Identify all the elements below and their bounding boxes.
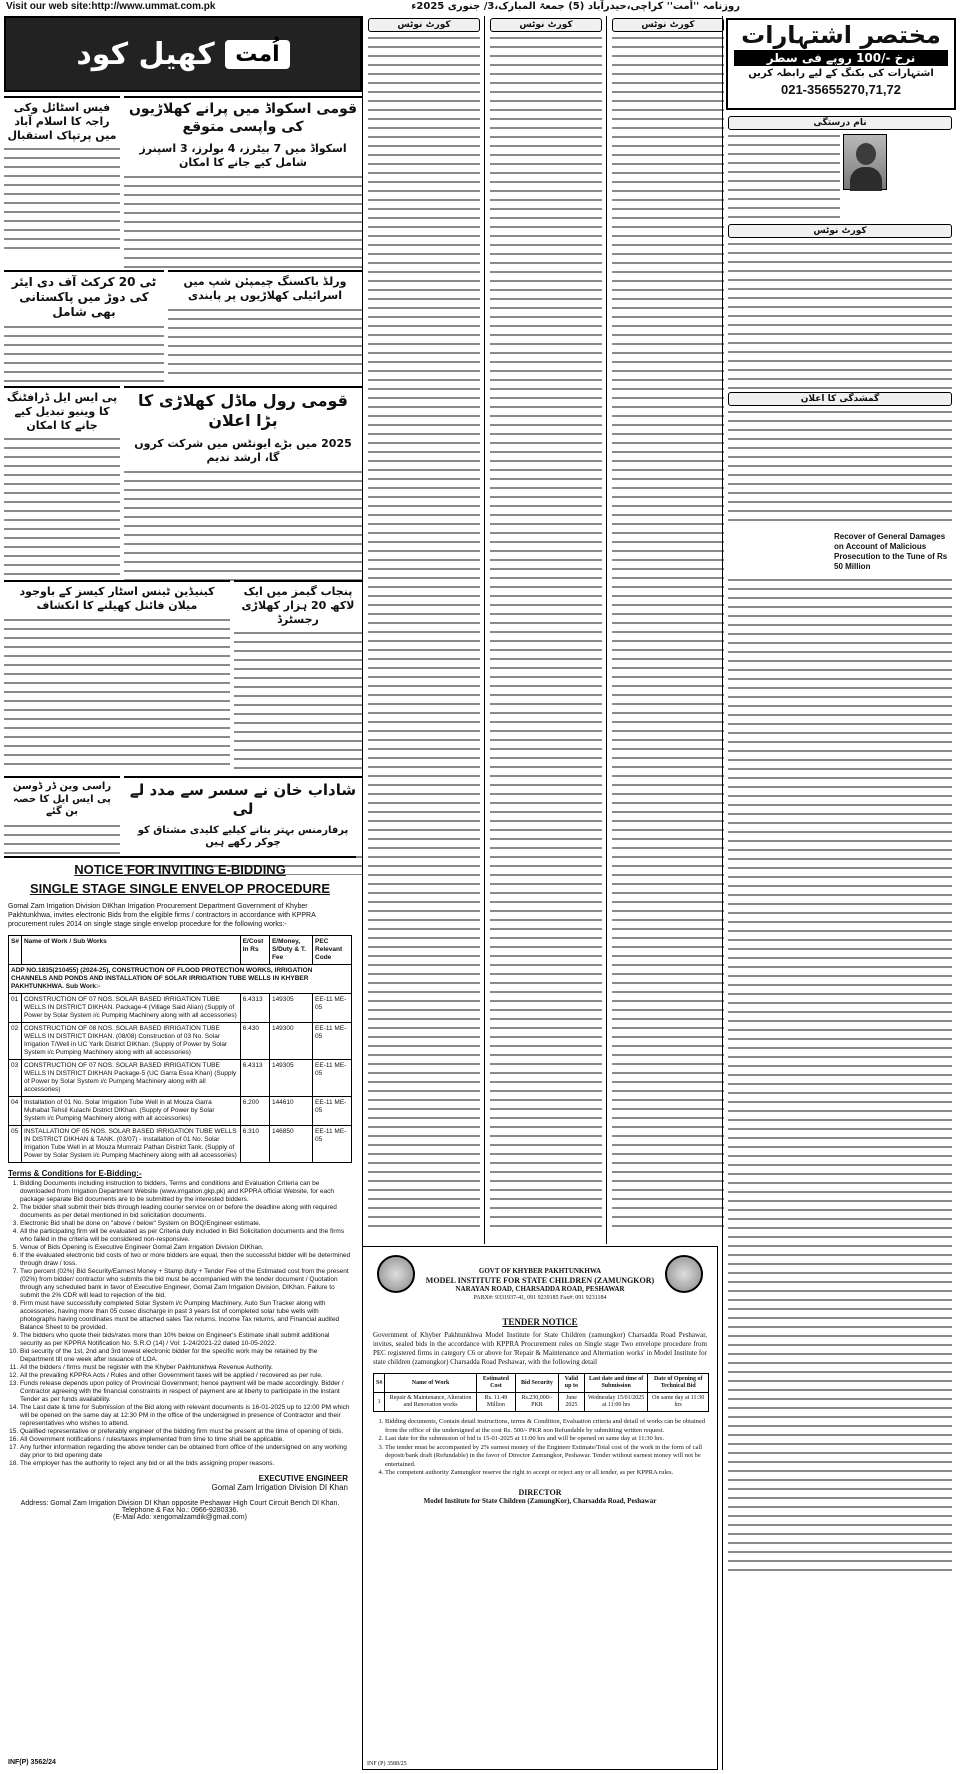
- cell-cost: 6.310: [240, 1126, 269, 1163]
- court-notice-column: [364, 16, 484, 1244]
- list-item: 12. All the prevailing KPPRA Acts / Rules and other Government taxes will be applied / recovered as per rule.: [20, 1372, 352, 1380]
- headline: قومی رول ماڈل کھلاڑی کا بڑا اعلان: [137, 391, 349, 430]
- news-item: [4, 270, 164, 382]
- table-row: [9, 1023, 352, 1060]
- headline: قومی اسکواڈ میں پرانے کھلاڑیوں کی واپسی متوقع: [128, 101, 358, 135]
- cell-sno: 01: [9, 994, 22, 1023]
- notice-heading: کورٹ نوٹس: [728, 224, 952, 238]
- institute-phone: PABX#: 9331937-41, 091 9239185 Fax#: 091 9231184: [473, 1295, 607, 1301]
- col-header: Valid up to: [558, 1374, 584, 1393]
- list-item: 3. The tender must be accompanied by 2% earnest money of the Engineer Estimate/Total cost of the work in the form of call deposit/bank draft (Refundable) in the favor of Director Zamungkor, Peshawar. Tender without earnest money will not be entertained.: [385, 1444, 707, 1470]
- list-item: 13. Funds release depends upon policy of Provincial Government; hence payment will be made accordingly. Bidder / Contractor agreeing with the financial constraints in respect of payment are at liberty to participate in the instant Tender as per funds availability.: [20, 1380, 352, 1404]
- list-item: 1. Bidding documents, Contain detail instructions, terms & Condition, Evaluation criteria and detail of works can be obtained from the office of the undersigned at the cost Rs. 500/- PKR non Refundable by submitting written request.: [385, 1418, 707, 1435]
- news-item: [4, 96, 120, 266]
- notice-heading: کورٹ نوٹس: [612, 18, 724, 32]
- tender2-table: [373, 1373, 709, 1412]
- cell-work: CONSTRUCTION OF 07 NOS. SOLAR BASED IRRIGATION TUBE WELLS IN DISTRICT DIKHAN Package-5 (UC Garra Essa Khan) (Supply of Power by Solar System i/c Pumping Machinery along with all accessories): [21, 1060, 240, 1097]
- col-header: Name of Work: [385, 1374, 476, 1393]
- email[interactable]: (E-Mail Ado: xengomalzamdik@gmail.com): [113, 1514, 247, 1521]
- cell: 1: [374, 1393, 385, 1412]
- list-item: 10. Bid security of the 1st, 2nd and 3rd lowest electronic bidder for the specific work may be retained by the Department till one week after issuance of LOA.: [20, 1348, 352, 1364]
- list-item: 14. The Last date & time for Submission of the Bid along with relevant documents is 16-01-2025 up to 12:00 PM which will be opened on the same day at 12:30 PM in the office of the undersigned in presence of Contractor and their representatives who wishes to attend.: [20, 1404, 352, 1428]
- list-item: 9. The bidders who quote their bids/rates more than 10% below on Engineer's Estimate shall submit additional security as per KPPRA Notification No. S.R.O (14) / Vol: 1-24/2021-22 dated 10-05-2022.: [20, 1332, 352, 1348]
- subheadline: پرفارمنس بہتر بنانے کیلیے کلیدی مشتاق کو چوکر رکھے ہیں: [137, 824, 349, 848]
- classified-rate: نرخ -/100 روپے فی سطر: [734, 50, 948, 66]
- cell-code: EE-11 ME-05: [313, 1097, 352, 1126]
- col-header: Last date and time of Submission: [584, 1374, 648, 1393]
- cell-money: 149305: [269, 994, 312, 1023]
- address: Address: Gomal Zam Irrigation Division DI Khan opposite Peshawar High Court Circuit Bench DI Khan. Telephone & Fax No.: 0966-9280336.: [20, 1500, 340, 1514]
- col-header: Name of Work / Sub Works: [21, 936, 240, 965]
- institute-address: NARAYAN ROAD, CHARSADDA ROAD, PESHAWAR: [455, 1285, 625, 1293]
- cell-work: CONSTRUCTION OF 08 NOS. SOLAR BASED IRRIGATION TUBE WELLS IN DISTRICT DIKHAN. (08/08) Construction of 03 No. Solar Irrigation T/Well in UC Yarik District DIKhan. (Supply of Power by Solar System i/c Pumping Machinery along with all accessories): [21, 1023, 240, 1060]
- column-divider: [606, 16, 607, 1244]
- headline: ٹی 20 کرکٹ آف دی ایئر کی دوڑ میں پاکستانی بھی شامل: [11, 275, 157, 319]
- model-institute-tender: [362, 1246, 718, 1770]
- news-item: [124, 96, 362, 266]
- top-bar: [0, 0, 960, 14]
- news-item: [4, 776, 120, 852]
- sports-masthead: [4, 16, 362, 92]
- list-item: 5. Venue of Bids Opening is Executive Engineer Gomal Zam Irrigation Division DIKhan.: [20, 1244, 352, 1252]
- list-item: 11. All the bidders / firms must be register with the Khyber Pakhtunkhwa Revenue Authority.: [20, 1364, 352, 1372]
- list-item: 3. Electronic Bid shall be done on "above / below" System on BOQ/Engineer estimate.: [20, 1220, 352, 1228]
- tender2-title: TENDER NOTICE: [502, 1317, 578, 1327]
- list-item: 4. All the participating firm will be evaluated as per Criteria duly included in Bid Solicitation documents and the firms who failed in the criteria will be considered non-responsive.: [20, 1228, 352, 1244]
- col-header: S#: [9, 936, 22, 965]
- headline: پی ایس ایل ڈرافٹنگ کا وینیو تبدیل کیے جانے کا امکان: [6, 391, 118, 432]
- cell-money: 144610: [269, 1097, 312, 1126]
- headline: راسی وین ڈر ڈوسن پی ایس ایل کا حصہ بن گئے: [12, 781, 112, 817]
- english-notice: Recover of General Damages on Account of Malicious Prosecution to the Tune of Rs 50 Million: [834, 532, 948, 571]
- table-row: [9, 994, 352, 1023]
- list-item: 2. The bidder shall submit their bids through leading courier service on or before the deadline along with required documents as per detail mentioned in bid solicitation documents.: [20, 1204, 352, 1220]
- col-header: E/Money, S/Duty & T. Fee: [269, 936, 312, 965]
- col-header: PEC Relevant Code: [313, 936, 352, 965]
- cell-code: EE-11 ME-05: [313, 994, 352, 1023]
- cell-cost: 6.200: [240, 1097, 269, 1126]
- col-header: Date of Opening of Technical Bid: [648, 1374, 709, 1393]
- cell: Repair & Maintenance, Alteration and Renovation works: [385, 1393, 476, 1412]
- table-row: [374, 1393, 709, 1412]
- cell-work: INSTALLATION OF 05 NOS. SOLAR BASED IRRIGATION TUBE WELLS IN DISTRICT DIKHAN & TANK. (03/07) - Installation of 01 No. Solar Irrigation Tube Well in at Mouza Mumraiz Pathan District Tank. (Supply of Power by Solar System i/c Pumping Machinery along with all accessories): [21, 1126, 240, 1163]
- masthead-logo: اُمت: [225, 40, 289, 69]
- col-header: E/Cost In Rs: [240, 936, 269, 965]
- terms-list: [20, 1180, 352, 1468]
- cell-code: EE-11 ME-05: [313, 1023, 352, 1060]
- ref-number: INF(P) 3562/24: [8, 1759, 56, 1766]
- masthead-section: کھیل کود: [76, 36, 215, 72]
- subheadline: 2025 میں بڑے ایونٹس میں شرکت کروں گا، ارشد ندیم: [134, 437, 352, 464]
- list-item: 7. Two percent (02%) Bid Security/Earnest Money + Stamp duty + Tender Fee of the Estimated cost from the present (02%) from bidder/ contractor who submits the bid must be accompanied with the tender document / Quotation through any scheduled bank in favor of Executive Engineer, Gomal Zam Irrigation Division, DIKhan. Failure to submit the 2% CDR will lead to rejection of the bid.: [20, 1268, 352, 1300]
- headline: شاداب خان نے سسر سے مدد لے لی: [129, 781, 357, 818]
- classified-booking: اشتہارات کی بکنگ کے لیے رابطہ کریں: [748, 68, 934, 79]
- cell: June 2025: [558, 1393, 584, 1412]
- table-row: [9, 1126, 352, 1163]
- cell: Wednesday 15/01/2025 at 11:00 hrs: [584, 1393, 648, 1412]
- headline: پنجاب گیمز میں ایک لاکھ 20 ہزار کھلاڑی رجسٹرڈ: [241, 585, 355, 626]
- news-item: [234, 580, 362, 772]
- cell-work: CONSTRUCTION OF 07 NOS. SOLAR BASED IRRIGATION TUBE WELLS IN DISTRICT DIKHAN. Package-4 (Village Said Alian) (Supply of Power by Solar System i/c Pumping Machinery along with all accessories): [21, 994, 240, 1023]
- institute-name: MODEL INSTITUTE FOR STATE CHILDREN (ZAMUNGKOR): [425, 1276, 655, 1285]
- notice-heading: کورٹ نوٹس: [368, 18, 480, 32]
- cell-sno: 04: [9, 1097, 22, 1126]
- cell-money: 146850: [269, 1126, 312, 1163]
- terms-title: Terms & Conditions for E-Bidding:-: [8, 1169, 142, 1178]
- classified-title: مختصر اشتہارات: [741, 21, 941, 49]
- headline: فیس اسٹائل وکی راجہ کا اسلام آباد میں پرتپاک استقبال: [7, 101, 117, 142]
- cell-cost: 6.4313: [240, 1060, 269, 1097]
- list-item: 4. The competent authority Zamungkor reserve the right to accept or reject any or all tender, as per KPPRA rules.: [385, 1469, 707, 1478]
- person-photo: [843, 134, 887, 190]
- govt-name: GOVT OF KHYBER PAKHTUNKHWA: [478, 1267, 602, 1275]
- list-item: 18. The employer has the authority to reject any bid or all the bids assigning proper reasons.: [20, 1460, 352, 1468]
- list-item: 17. Any further information regarding the above tender can be obtained from office of the undersigned on any working day prior to bid opening date: [20, 1444, 352, 1460]
- classified-ad-box: [726, 18, 956, 110]
- news-item: [4, 580, 230, 772]
- cell-money: 149300: [269, 1023, 312, 1060]
- headline: ورلڈ باکسنگ چیمپئن شپ میں اسرائیلی کھلاڑیوں پر پابندی: [183, 275, 347, 302]
- col-header: S#: [374, 1374, 385, 1393]
- notice-heading: کورٹ نوٹس: [490, 18, 602, 32]
- list-item: 2. Last date for the submission of bid is 15-01-2025 at 11:00 hrs and will be opened on same day at 11:30 hrs.: [385, 1435, 707, 1444]
- column-divider: [722, 16, 723, 1770]
- col-header: Estimated Cost: [476, 1374, 515, 1393]
- tender-subtitle: SINGLE STAGE SINGLE ENVELOP PROCEDURE: [29, 881, 330, 896]
- news-item: [124, 776, 362, 852]
- list-item: 8. Firm must have successfully completed Solar System i/c Pumping Machinery, Auto Sun Tracker along with accessories, having more than 05 cusec discharge in past 3 years list of completed solar tube wells with photographs having coordinates must be attached sales Tax returns, Income Tax returns, and Financial audited Balance Sheet to be provided.: [20, 1300, 352, 1332]
- tender-table: [8, 935, 352, 1163]
- cell: Rs. 11.49 Million: [476, 1393, 515, 1412]
- cell-cost: 6.4313: [240, 994, 269, 1023]
- list-item: 16. All Government notifications / rules/taxes implemented from time to time shall be applicable.: [20, 1436, 352, 1444]
- director-office: Model Institute for State Children (ZamungKor), Charsadda Road, Peshawar: [423, 1496, 657, 1505]
- column-divider: [484, 16, 485, 1244]
- list-item: 15. Qualified representative or preferably engineer of the bidding firm must be present at the time of opening of bids.: [20, 1428, 352, 1436]
- news-item: [168, 270, 362, 382]
- table-row: [9, 1060, 352, 1097]
- cell-sno: 02: [9, 1023, 22, 1060]
- tender-title: NOTICE FOR INVITING E-BIDDING: [74, 862, 286, 877]
- cell-cost: 6.430: [240, 1023, 269, 1060]
- cell-code: EE-11 ME-05: [313, 1126, 352, 1163]
- signature-office: Gomal Zam Irrigation Division DI Khan: [211, 1483, 348, 1492]
- notice-heading: نام درستگی: [728, 116, 952, 130]
- cell: Rs.230,000/- PKR: [516, 1393, 559, 1412]
- news-item: [124, 386, 362, 576]
- headline: کینیڈین ٹینس اسٹار کیسز کے باوجود میلان فائنل کھیلنے کا انکشاف: [19, 585, 215, 612]
- cell-sno: 03: [9, 1060, 22, 1097]
- adp-row: ADP NO.1835(210455) (2024-25), CONSTRUCTION OF FLOOD PROTECTION WORKS, IRRIGATION CHANNELS AND PONDS AND INSTALLATION OF SOLAR IRRIGATION TUBE WELLS IN KHYBER PAKHTUNKHWA. Sub Work:-: [9, 965, 352, 994]
- news-item: [4, 386, 120, 576]
- signature: EXECUTIVE ENGINEER: [258, 1474, 348, 1483]
- col-header: Bid Security: [516, 1374, 559, 1393]
- e-bidding-tender-notice: [4, 856, 356, 1768]
- dateline: روزنامہ ''اُمت'' کراچی،حیدرآباد (5) جمعۃ المبارک،3/ جنوری 2025ء: [411, 1, 740, 12]
- institute-logo-icon: [665, 1255, 703, 1293]
- govt-seal-icon: [377, 1255, 415, 1293]
- cell-work: Installation of 01 No. Solar Irrigation Tube Well in at Mouza Garra Muhabat Tehsil Kulachi District DIKhan. (Supply of Power by Solar System i/c Pumping Machinery along with all accessories): [21, 1097, 240, 1126]
- classifieds-column: [724, 114, 956, 1770]
- court-notice-column: [608, 16, 728, 1244]
- list-item: 1. Bidding Documents including instruction to bidders, Terms and conditions and Evaluation Criteria can be downloaded from Irrigation Department Website (www.irrigation.gkp.pk) and KPPRA official Website, for each package separate Bid documents are to be submitted by the interested bidders.: [20, 1180, 352, 1204]
- ref-number: INF (P) 3588/25: [367, 1761, 407, 1767]
- director-title: DIRECTOR: [518, 1487, 562, 1497]
- cell-money: 149305: [269, 1060, 312, 1097]
- cell: On same day at 11:30 hrs: [648, 1393, 709, 1412]
- table-row: [9, 1097, 352, 1126]
- tender2-points: [385, 1418, 707, 1478]
- subheadline: اسکواڈ میں 7 بیٹرز، 4 بولرز، 3 اسپنرز شامل کیے جانے کا امکان: [139, 142, 347, 169]
- cell-code: EE-11 ME-05: [313, 1060, 352, 1097]
- website-url[interactable]: Visit our web site:http://www.ummat.com.pk: [6, 1, 216, 12]
- tender2-intro: Government of Khyber Pakhtunkhwa Model Institute for State Children (zamungkor) Charsadda Road Peshawar, invites, sealed bids in the accordance with KPPRA Procurement rules on Single stage Two envelope procedure from PEC registered firms in category C6 or above for 'Repair & Maintenance and Alternation works' in Model Institute for state children (zamungkor) Charsadda Road Peshawar, with the following detail: [373, 1331, 707, 1366]
- list-item: 6. If the evaluated electronic bid costs of two or more bidders are equal, then the successful bidder will be determined through draw / toss.: [20, 1252, 352, 1268]
- tender-intro: Gomal Zam Irrigation Division DIKhan Irrigation Procurement Department Government of Khyber Pakhtunkhwa, invites electronic Bids from the eligible firms / contractors in accordance with KPPRA procurement rules 2014 on single stage single envelop procedure for the following works:-: [8, 903, 316, 928]
- cell-sno: 05: [9, 1126, 22, 1163]
- notice-heading: گمشدگی کا اعلان: [728, 392, 952, 406]
- classified-phone[interactable]: 021-35655270,71,72: [780, 82, 901, 97]
- court-notice-column: [486, 16, 606, 1244]
